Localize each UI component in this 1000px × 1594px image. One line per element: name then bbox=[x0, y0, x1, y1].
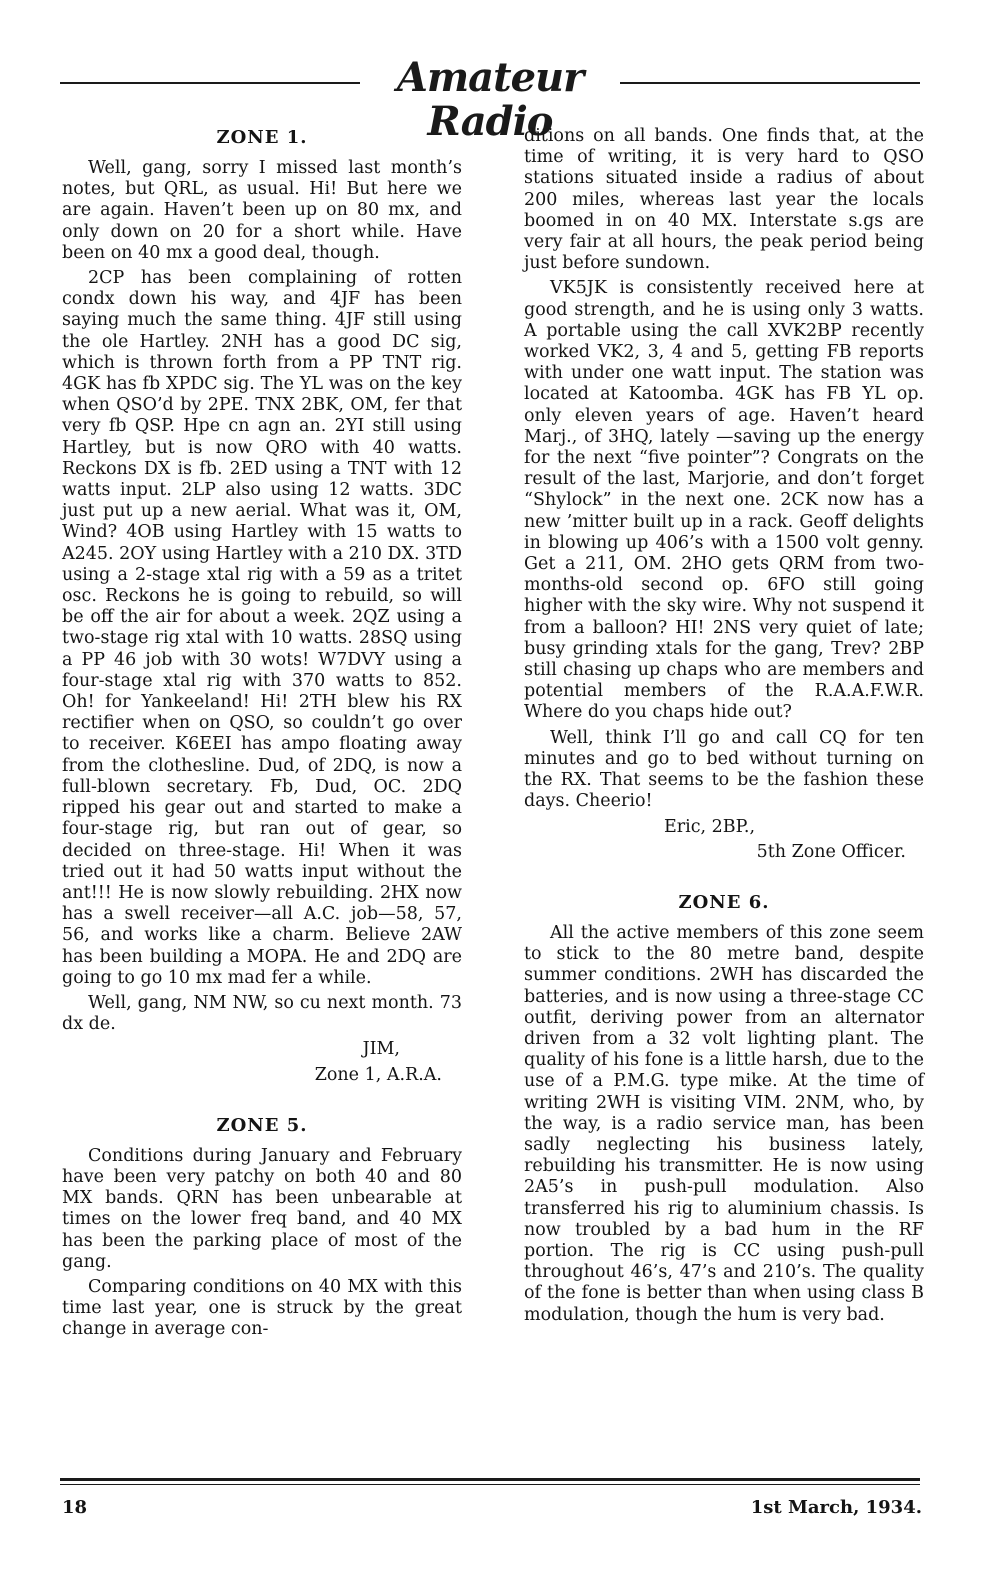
page-number: 18 bbox=[62, 1497, 88, 1518]
right-column bbox=[524, 126, 924, 1330]
zone1-heading: ZONE 1. bbox=[216, 127, 308, 148]
zone1-paragraph: 2CP has been complaining of rotten condx down his way, and 4JF has been saying much the same thing. 4JF still using the ole Hartley. 2NH has a good DC sig, which is thrown forth from a PP TNT rig. 4GK has fb XPDC sig. The YL was on the key when QSO’d by 2PE. TNX 2BK, OM, fer that very fb QSP. Hpe cn agn an. 2YI still using Hartley, but is now QRO with 40 watts. Reckons DX is fb. 2ED using a TNT with 12 watts input. 2LP also using 12 watts. 3DC just put up a new aerial. What was it, OM, Wind? 4OB using Hartley with 15 watts to A245. 2OY using Hartley with a 210 DX. 3TD using a 2-stage xtal rig with a 59 as a tritet osc. Reckons he is going to rebuild, so will be off the air for about a week. 2QZ using a two-stage rig xtal with 10 watts. 28SQ using a PP 46 job with 30 wots! W7DVY using a four-stage xtal rig with 370 watts to 852. Oh! for Yankeeland! Hi! 2TH blew his RX rectifier when on QSO, so couldn’t go over to receiver. K6EEI has ampo floating away from the clothesline. Dud, of 2DQ, is now a full-blown secretary. Fb, Dud, OC. 2DQ ripped his gear out and started to make a four-stage rig, but ran out of gear, so decided on three-stage. Hi! When it was tried out it had 50 watts input without the ant!!! He is now slowly rebuilding. 2HX now has a swell receiver—all A.C. job—58, 57, 56, and works like a charm. Believe 2AW has been building a MOPA. He and 2DQ are going to go 10 mx mad fer a while. bbox=[62, 268, 462, 988]
zone1-signature bbox=[62, 1039, 462, 1085]
zone1-signature-name: JIM, bbox=[362, 1039, 400, 1060]
left-column bbox=[62, 126, 462, 1345]
zone5-paragraph-continued: ditions on all bands. One finds that, at the time of writing, it is very hard to QSO stations situated inside a radius of about 200 miles, whereas last year the locals boomed in on 40 MX. Interstate s.gs are very fair at all hours, the peak period being just before sundown. bbox=[524, 126, 924, 274]
zone1-signature-title: Zone 1, A.R.A. bbox=[314, 1064, 442, 1085]
footer-rule-thin bbox=[60, 1484, 920, 1485]
zone5-signature-title: 5th Zone Officer. bbox=[756, 841, 906, 862]
zone6-heading: ZONE 6. bbox=[678, 891, 770, 913]
zone6-paragraph: All the active members of this zone seem to stick to the 80 metre band, despite summer conditions. 2WH has discarded the batteries, and is now using a three-stage CC outfit, deriving power from an alternator driven from a 32 volt lighting plant. The quality of his fone is a little harsh, due to the use of a P.M.G. type mike. At the time of writing 2WH is visiting VIM. 2NM, who, by the way, is a radio service man, has been sadly neglecting his business lately, rebuilding his transmitter. He is now using 2A5’s in push-pull modulation. Also transferred his rig to aluminium chassis. Is now troubled by a bad hum in the RF portion. The rig is CC using push-pull throughout 46’s, 47’s and 210’s. The quality of the fone is better than when using class B modulation, though the hum is very bad. bbox=[524, 922, 924, 1325]
magazine-title: Amateur Radio bbox=[396, 54, 584, 145]
zone5-paragraph: VK5JK is consistently received here at good strength, and he is using only 3 watts. A portable using the call XVK2BP recently worked VK2, 3, 4 and 5, getting FB reports with under one watt input. The station was located at Katoomba. 4GK has FB YL op. only eleven years of age. Haven’t heard Marj., of 3HQ, lately —saving up the energy for the next “five pointer”? Congrats on the result of the last, Marjorie, and don’t forget “Shylock” in the next one. 2CK now has a new ’mitter built up in a rack. Geoff delights in blowing up 406’s with a 1500 volt genny. Get a 211, OM. 2HO gets QRM from two-months-old second op. 6FO still going higher with the sky wire. Why not suspend it from a balloon? HI! 2NS very quiet of late; busy grinding xtals for the gang, Trev? 2BP still chasing up chaps who are members and potential members of the R.A.A.F.W.R. Where do you chaps hide out? bbox=[524, 278, 924, 723]
masthead-rule-left bbox=[60, 82, 360, 84]
zone5-paragraph: Comparing conditions on 40 MX with this time last year, one is struck by the great change in average con- bbox=[62, 1276, 462, 1340]
zone1-paragraph: Well, gang, NM NW, so cu next month. 73 dx de. bbox=[62, 992, 462, 1035]
zone5-paragraph: Conditions during January and February have been very patchy on both 40 and 80 MX bands. QRN has been unbearable at times on the lower freq band, and 40 MX has been the parking place of most of the gang. bbox=[62, 1145, 462, 1272]
issue-date: 1st March, 1934. bbox=[750, 1497, 922, 1518]
zone5-paragraph: Well, think I’ll go and call CQ for ten minutes and go to bed without turning on the RX. That seems to be the fashion these days. Cheerio! bbox=[524, 727, 924, 812]
zone5-signature bbox=[524, 817, 924, 863]
zone5-signature-name: Eric, 2BP., bbox=[664, 816, 756, 837]
zone5-heading: ZONE 5. bbox=[216, 1114, 308, 1136]
zone1-paragraph: Well, gang, sorry I missed last month’s notes, but QRL, as usual. Hi! But here we are again. Haven’t been up on 80 mx, and only down on 20 for a short while. Have been on 40 mx a good deal, though. bbox=[62, 158, 462, 263]
masthead-rule-right bbox=[620, 82, 920, 84]
footer-rule bbox=[60, 1478, 920, 1481]
